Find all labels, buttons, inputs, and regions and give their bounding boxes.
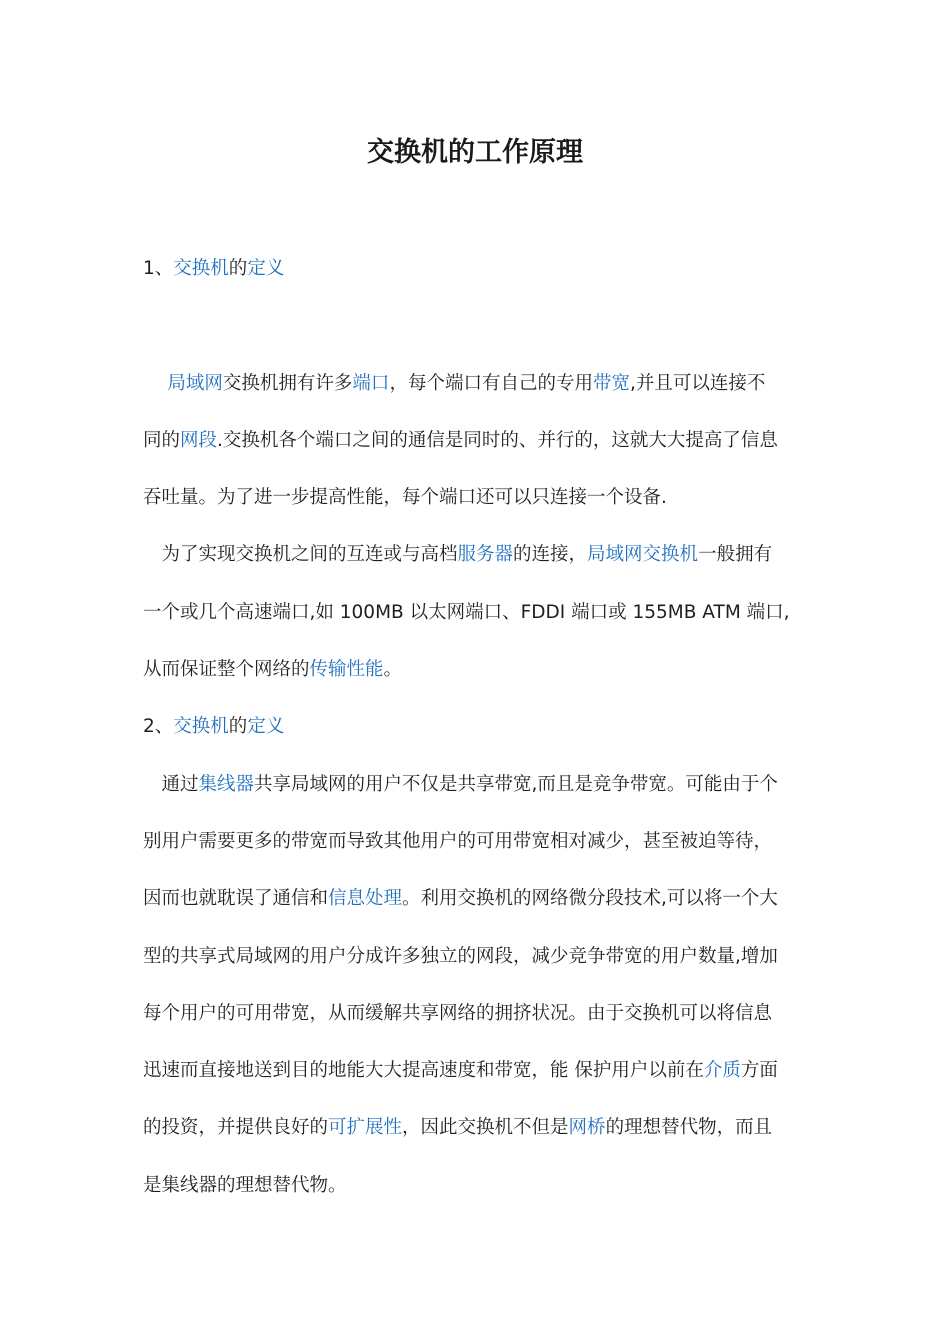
text-line xyxy=(143,594,808,651)
text-run: 共享局域网的用户不仅是共享带宽,而且是竞争带宽。可能由于个 xyxy=(254,773,778,795)
text-run: ，每个端口有自己的专用 xyxy=(389,372,593,394)
hyperlink[interactable]: 网段 xyxy=(180,429,218,451)
text-run: 方面 xyxy=(740,1060,778,1082)
hyperlink[interactable]: 定义 xyxy=(247,716,285,738)
hyperlink[interactable]: 局域网 xyxy=(167,372,223,394)
text-line xyxy=(143,365,808,422)
text-run: 的理想替代物，而且 xyxy=(605,1117,773,1139)
text-line xyxy=(143,995,808,1052)
text-run: 型的共享式局域网的用户分成许多独立的网段，减少竞争带宽的用户数量,增加 xyxy=(143,945,778,967)
text-run: 2、 xyxy=(143,716,174,738)
text-run: 的 xyxy=(228,258,248,279)
text-line xyxy=(143,307,808,364)
text-line xyxy=(143,766,808,823)
hyperlink[interactable]: 网桥 xyxy=(568,1117,606,1139)
hyperlink[interactable]: 可扩展性 xyxy=(328,1117,403,1139)
text-run: 吞吐量。为了进一步提高性能，每个端口还可以只连接一个设备. xyxy=(143,487,667,509)
hyperlink[interactable]: 定义 xyxy=(247,258,285,279)
text-run: .交换机各个端口之间的通信是同时的、并行的，这就大大提高了信息 xyxy=(217,429,778,451)
hyperlink[interactable]: 端口 xyxy=(352,372,390,394)
text-run: 为了实现交换机之间的互连或与高档 xyxy=(143,544,458,566)
text-run: 。利用交换机的网络微分段技术,可以将一个大 xyxy=(402,888,778,910)
text-run: 同的 xyxy=(143,429,181,451)
text-line xyxy=(143,1109,808,1166)
text-run: 是集线器的理想替代物。 xyxy=(143,1174,347,1196)
text-line xyxy=(143,880,808,937)
text-run: ,并且可以连接不 xyxy=(629,372,766,394)
text-line xyxy=(143,1052,808,1109)
text-run: 通过 xyxy=(143,773,199,795)
text-run: 一般拥有 xyxy=(698,544,773,566)
hyperlink[interactable]: 交换机 xyxy=(173,258,229,279)
hyperlink[interactable]: 带宽 xyxy=(592,372,630,394)
hyperlink[interactable]: 集线器 xyxy=(198,773,255,795)
text-run: 每个用户的可用带宽，从而缓解共享网络的拥挤状况。由于交换机可以将信息 xyxy=(143,1002,773,1024)
text-line xyxy=(143,479,808,536)
text-line xyxy=(143,651,808,708)
text-run: 的投资，并提供良好的 xyxy=(143,1117,329,1139)
text-line xyxy=(143,536,808,593)
hyperlink[interactable]: 介质 xyxy=(703,1060,741,1082)
document-body xyxy=(143,250,808,1224)
hyperlink[interactable]: 信息处理 xyxy=(328,888,403,910)
hyperlink[interactable]: 传输性能 xyxy=(309,659,384,681)
text-run: 的 xyxy=(228,716,248,738)
text-run: 因而也就耽误了通信和 xyxy=(143,888,329,910)
text-line xyxy=(143,708,808,765)
text-run: 。 xyxy=(383,659,403,681)
hyperlink[interactable]: 交换机 xyxy=(173,716,229,738)
text-line xyxy=(143,1167,808,1224)
text-line xyxy=(143,250,808,307)
text-run: 一个或几个高速端口,如 100MB 以太网端口、FDDI 端口或 155MB ATM 端口, xyxy=(143,601,790,623)
text-run xyxy=(143,373,167,394)
text-line xyxy=(143,938,808,995)
text-run: ，因此交换机不但是 xyxy=(402,1117,569,1139)
text-run: 的连接， xyxy=(513,544,588,566)
text-run: 从而保证整个网络的 xyxy=(143,659,310,681)
text-run: 交换机拥有许多 xyxy=(222,372,353,394)
text-line xyxy=(143,422,808,479)
hyperlink[interactable]: 局域网交换机 xyxy=(587,544,699,566)
hyperlink[interactable]: 服务器 xyxy=(457,544,514,566)
text-line xyxy=(143,823,808,880)
text-run: 别用户需要更多的带宽而导致其他用户的可用带宽相对减少，甚至被迫等待， xyxy=(143,830,773,852)
document-title: 交换机的工作原理 xyxy=(367,137,583,168)
text-run: 迅速而直接地送到目的地能大大提高速度和带宽，能 保护用户以前在 xyxy=(143,1060,704,1082)
text-run: 1、 xyxy=(143,258,174,279)
